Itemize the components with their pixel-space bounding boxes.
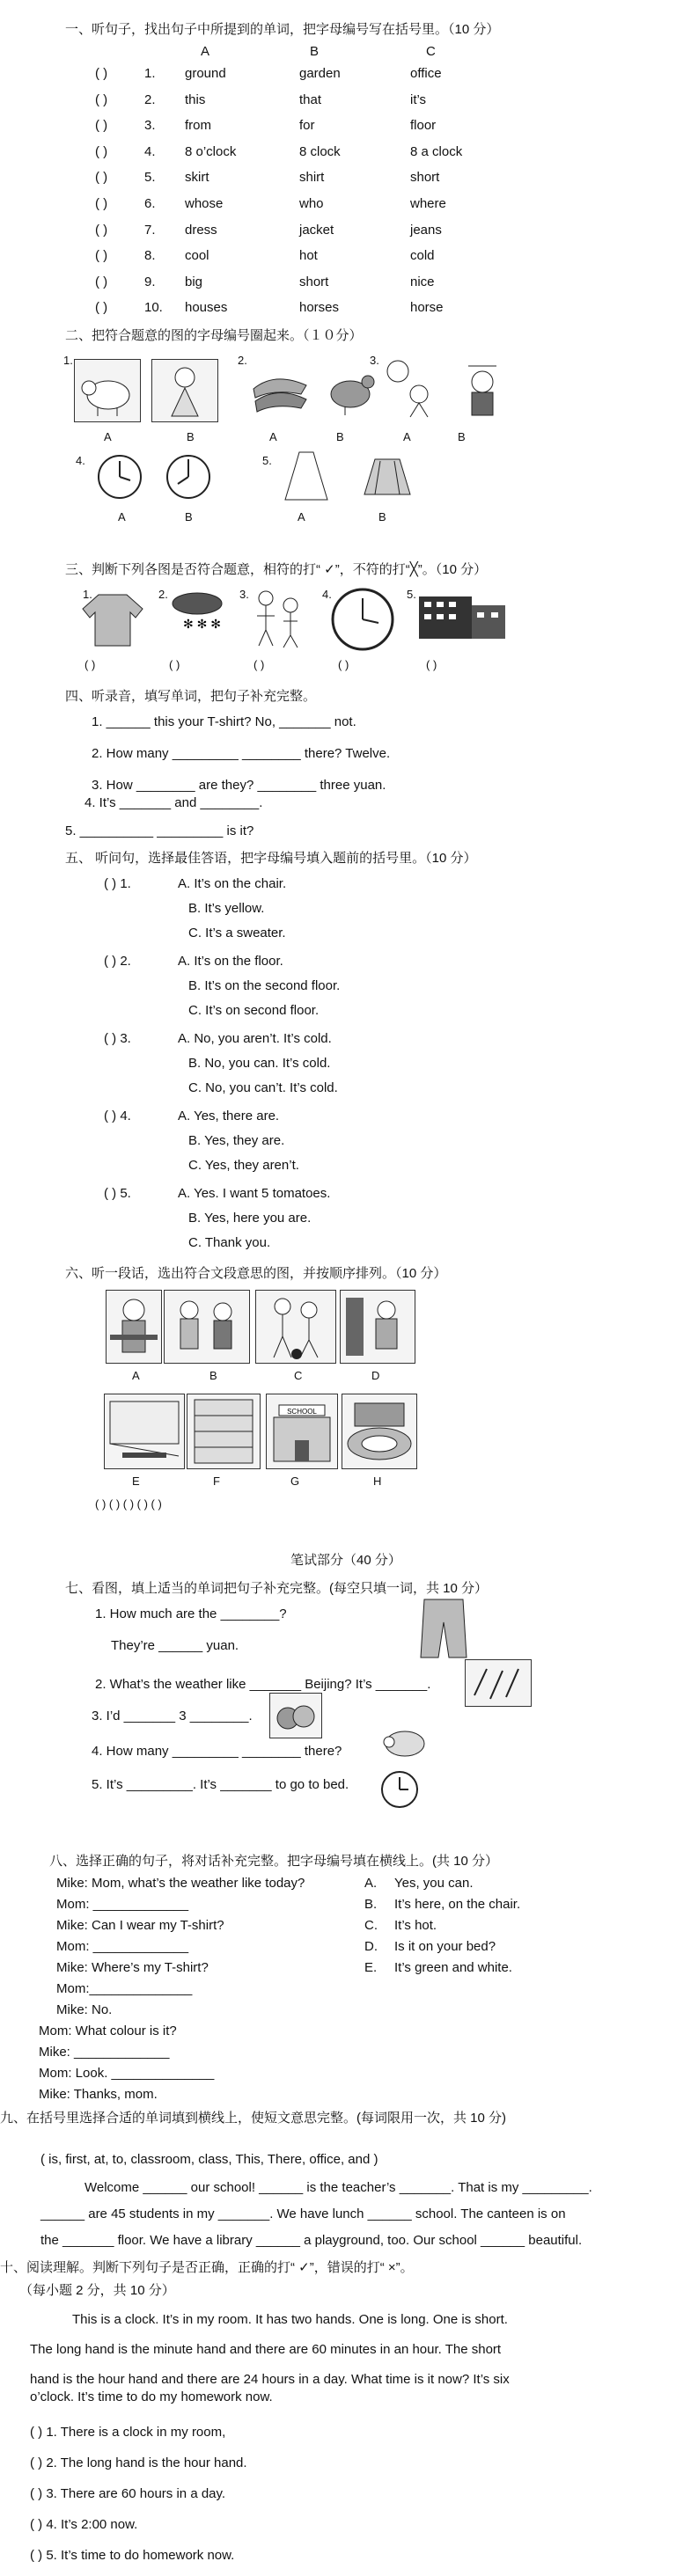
answer-paren[interactable]: ( ) — [95, 143, 108, 159]
option-b: horses — [299, 300, 340, 316]
row-number: 5. — [144, 170, 156, 186]
row-number: 7. — [144, 222, 156, 238]
answer-paren[interactable]: ( ) — [95, 196, 108, 211]
choice-a: A. Yes. I want 5 tomatoes. — [178, 1186, 331, 1201]
skirt-picture[interactable] — [359, 454, 415, 500]
option-c: 8 a clock — [410, 143, 463, 159]
option-c: office — [410, 66, 442, 81]
dialog-line[interactable]: Mike: _____________ — [39, 2045, 170, 2060]
choice-a: A. Yes, there are. — [178, 1109, 280, 1123]
s2-q3-b: B — [458, 430, 466, 443]
s3-num-1: 1. — [83, 588, 92, 601]
section1-title: 一、听句子，找出句子中所提到的单词，把字母编号写在括号里。（10 分） — [65, 22, 500, 37]
s2-q5-b: B — [378, 510, 386, 523]
choice-b: B. No, you can. It’s cold. — [188, 1056, 331, 1071]
svg-text:✻ ✻ ✻: ✻ ✻ ✻ — [183, 617, 221, 631]
hot-weather-picture[interactable] — [380, 355, 442, 419]
s3-num-5: 5. — [407, 588, 416, 601]
option-c: where — [410, 196, 446, 211]
option-b: garden — [299, 66, 341, 81]
s10-passage-3: hand is the hour hand and there are 24 hours in a day. What time is it now? It’s six — [30, 2372, 510, 2387]
judge-item[interactable]: ( ) 2. The long hand is the hour hand. — [30, 2455, 247, 2470]
section7-title: 七、看图，填上适当的单词把句子补充完整。(每空只填一词，共 10 分） — [65, 1581, 489, 1596]
question-number[interactable]: ( ) 5. — [104, 1186, 131, 1201]
s3-num-4: 4. — [322, 588, 332, 601]
question-number[interactable]: ( ) 3. — [104, 1031, 131, 1046]
choice-c: C. No, you can’t. It’s cold. — [188, 1080, 338, 1095]
s4-line-2[interactable]: 2. How many _________ ________ there? Twelve. — [92, 746, 391, 761]
option-letter: A. — [364, 1876, 378, 1891]
s2-q2-a: A — [269, 430, 277, 443]
row-number: 2. — [144, 91, 156, 107]
row-number: 6. — [144, 196, 156, 211]
choice-b: B. It’s on the second floor. — [188, 978, 341, 993]
col-head-c: C — [426, 44, 436, 59]
option-a: cool — [185, 248, 209, 264]
option-b: 8 clock — [299, 143, 341, 159]
option-a: big — [185, 274, 203, 289]
s4-line-3[interactable]: 3. How ________ are they? ________ three yuan. — [92, 778, 386, 793]
s2-q1-a: A — [104, 430, 112, 443]
s3-num-3: 3. — [239, 588, 249, 601]
dress-picture[interactable] — [278, 447, 334, 503]
rain-picture — [465, 1659, 532, 1707]
choice-b: B. Yes, here you are. — [188, 1211, 312, 1226]
choice-b: B. Yes, they are. — [188, 1133, 285, 1148]
s7-line-1[interactable]: 1. How much are the ________? — [95, 1606, 287, 1621]
s2-q2-b: B — [336, 430, 344, 443]
row-number: 3. — [144, 118, 156, 134]
s7-line-2[interactable]: 2. What’s the weather like _______ Beijing? It’s _______. — [95, 1677, 431, 1692]
option-b: short — [299, 274, 329, 289]
answer-paren[interactable]: ( ) — [95, 118, 108, 134]
option-letter: D. — [364, 1939, 378, 1954]
option-c: short — [410, 170, 440, 186]
s6-answer-blanks[interactable]: ( ) ( ) ( ) ( ) ( ) — [95, 1497, 162, 1511]
picture-h[interactable] — [342, 1394, 417, 1469]
option-text: Yes, you can. — [394, 1876, 474, 1891]
answer-paren[interactable]: ( ) — [95, 91, 108, 107]
question-number[interactable]: ( ) 1. — [104, 876, 131, 891]
option-a: skirt — [185, 170, 209, 186]
section2-title: 二、把符合题意的图的字母编号圈起来。（１０分） — [65, 328, 363, 343]
option-c: horse — [410, 300, 444, 316]
section8-title: 八、选择正确的句子，将对话补充完整。把字母编号填在横线上。(共 10 分） — [49, 1854, 499, 1869]
label-h: H — [373, 1475, 382, 1488]
girl-picture[interactable] — [151, 359, 218, 422]
wall-clock-picture[interactable] — [327, 584, 398, 655]
s7-line-3[interactable]: 3. I’d _______ 3 ________. — [92, 1709, 253, 1723]
s2-num-4: 4. — [76, 454, 85, 467]
option-b: jacket — [299, 222, 334, 238]
clock-b-picture[interactable] — [160, 450, 217, 501]
choice-c: C. It’s on second floor. — [188, 1003, 320, 1018]
row-number: 8. — [144, 248, 156, 264]
picture-f[interactable] — [187, 1394, 261, 1469]
section6-title: 六、听一段话，选出符合文段意思的图，并按顺序排列。（10 分） — [65, 1266, 447, 1281]
option-a: whose — [185, 196, 224, 211]
s2-q1-b: B — [187, 430, 195, 443]
s3-paren-1[interactable]: ( ) — [84, 658, 96, 671]
dialog-line: Mom: What colour is it? — [39, 2023, 177, 2038]
s2-num-3: 3. — [370, 354, 379, 367]
choice-a: A. It’s on the floor. — [178, 954, 283, 969]
option-text: Is it on your bed? — [394, 1939, 496, 1954]
s3-paren-4[interactable]: ( ) — [338, 658, 349, 671]
row-number: 4. — [144, 143, 156, 159]
option-c: floor — [410, 118, 437, 134]
answer-paren[interactable]: ( ) — [95, 248, 108, 264]
dialog-line: Mike: No. — [56, 2002, 113, 2017]
option-c: nice — [410, 274, 435, 289]
answer-paren[interactable]: ( ) — [95, 274, 108, 289]
picture-g[interactable] — [266, 1394, 338, 1469]
option-letter: C. — [364, 1918, 378, 1933]
question-number[interactable]: ( ) 2. — [104, 954, 131, 969]
tomatoes-picture — [269, 1693, 322, 1738]
option-a: 8 o’clock — [185, 143, 237, 159]
judge-item[interactable]: ( ) 5. It’s time to do homework now. — [30, 2548, 235, 2563]
label-g: G — [290, 1475, 300, 1488]
label-e: E — [132, 1475, 140, 1488]
alarm-clock-picture — [377, 1765, 422, 1811]
picture-d[interactable] — [340, 1290, 415, 1364]
label-b: B — [209, 1369, 217, 1382]
dialog-line[interactable]: Mom:______________ — [56, 1981, 193, 1996]
row-number: 9. — [144, 274, 156, 289]
choice-c: C. Yes, they aren’t. — [188, 1158, 299, 1173]
option-text: It’s green and white. — [394, 1960, 512, 1975]
option-text: It’s here, on the chair. — [394, 1897, 521, 1912]
section10-subtitle: （每小题 2 分，共 10 分） — [19, 2283, 175, 2298]
s9-passage-1[interactable]: Welcome ______ our school! ______ is the teacher’s _______. That is my _________. — [84, 2180, 592, 2195]
option-a: ground — [185, 66, 226, 81]
s3-paren-3[interactable]: ( ) — [253, 658, 265, 671]
judge-item[interactable]: ( ) 4. It’s 2:00 now. — [30, 2517, 138, 2532]
choice-a: A. It’s on the chair. — [178, 876, 287, 891]
option-b: for — [299, 118, 315, 134]
s10-passage-4: o’clock. It’s time to do my homework now. — [30, 2389, 273, 2404]
dialog-line: Mike: Thanks, mom. — [39, 2087, 158, 2102]
s10-passage-2: The long hand is the minute hand and there are 60 minutes in an hour. The short — [30, 2342, 502, 2357]
option-a: houses — [185, 300, 228, 316]
label-f: F — [213, 1475, 220, 1488]
answer-paren[interactable]: ( ) — [95, 170, 108, 186]
choice-c: C. Thank you. — [188, 1235, 271, 1250]
answer-paren[interactable]: ( ) — [95, 66, 108, 81]
label-c: C — [294, 1369, 303, 1382]
s7-line-5[interactable]: 5. It’s _________. It’s _______ to go to bed. — [92, 1777, 349, 1792]
s4-line-4[interactable]: 4. It’s _______ and ________. — [84, 795, 263, 810]
s2-q4-b: B — [185, 510, 193, 523]
choice-a: A. No, you aren’t. It’s cold. — [178, 1031, 332, 1046]
option-text: It’s hot. — [394, 1918, 437, 1933]
s3-num-2: 2. — [158, 588, 168, 601]
building-picture[interactable] — [415, 588, 509, 640]
option-c: jeans — [410, 222, 442, 238]
written-part-title: 笔试部分（40 分） — [290, 1553, 401, 1568]
s7-line-4[interactable]: 4. How many _________ ________ there? — [92, 1744, 342, 1759]
label-d: D — [371, 1369, 380, 1382]
shoes-picture[interactable] — [248, 362, 313, 417]
s2-num-1: 1. — [63, 354, 73, 367]
judge-item[interactable]: ( ) 3. There are 60 hours in a day. — [30, 2486, 226, 2501]
kids-picture[interactable] — [248, 586, 308, 649]
dialog-line: Mike: Where’s my T-shirt? — [56, 1960, 209, 1975]
option-letter: E. — [364, 1960, 378, 1975]
choice-c: C. It’s a sweater. — [188, 926, 286, 940]
option-c: cold — [410, 248, 435, 264]
s9-passage-2[interactable]: ______ are 45 students in my _______. We have lunch ______ school. The canteen is on — [40, 2206, 566, 2221]
cold-weather-picture[interactable] — [451, 355, 512, 419]
option-a: this — [185, 91, 206, 107]
picture-c[interactable] — [255, 1290, 336, 1364]
option-a: from — [185, 118, 211, 134]
snow-cloud-picture[interactable] — [167, 589, 229, 633]
row-number: 1. — [144, 66, 156, 81]
s4-line-1[interactable]: 1. ______ this your T-shirt? No, _______ not. — [92, 714, 356, 729]
option-c: it’s — [410, 91, 427, 107]
clock-a-picture[interactable] — [92, 450, 148, 501]
option-b: shirt — [299, 170, 325, 186]
section5-title: 五、 听问句，选择最佳答语，把字母编号填入题前的括号里。（10 分） — [65, 851, 477, 866]
dialog-line[interactable]: Mom: _____________ — [56, 1939, 189, 1954]
s2-q4-a: A — [118, 510, 126, 523]
answer-paren[interactable]: ( ) — [95, 300, 108, 316]
section4-title: 四、听录音，填写单词，把句子补充完整。 — [65, 689, 317, 704]
dialog-line: Mike: Mom, what’s the weather like today? — [56, 1876, 305, 1891]
label-a: A — [132, 1369, 140, 1382]
option-b: that — [299, 91, 322, 107]
s2-num-2: 2. — [238, 354, 247, 367]
picture-b[interactable] — [164, 1290, 250, 1364]
col-head-a: A — [201, 44, 210, 59]
answer-paren[interactable]: ( ) — [95, 222, 108, 238]
pants-picture — [412, 1596, 477, 1661]
hen-picture[interactable] — [319, 362, 384, 417]
section3-title: 三、判断下列各图是否符合题意，相符的打“ ✓”，不符的打“╳”。（10 分） — [65, 562, 488, 577]
school-sign: SCHOOL — [287, 1408, 317, 1416]
option-a: dress — [185, 222, 217, 238]
option-b: hot — [299, 248, 318, 264]
s2-num-5: 5. — [262, 454, 272, 467]
s4-line-5[interactable]: 5. __________ _________ is it? — [65, 823, 254, 838]
s3-paren-2[interactable]: ( ) — [169, 658, 180, 671]
option-b: who — [299, 196, 324, 211]
pig-picture — [378, 1723, 430, 1763]
judge-item[interactable]: ( ) 1. There is a clock in my room, — [30, 2425, 226, 2440]
picture-a[interactable] — [106, 1290, 162, 1364]
col-head-b: B — [310, 44, 320, 59]
option-letter: B. — [364, 1897, 378, 1912]
s3-paren-5[interactable]: ( ) — [426, 658, 437, 671]
dialog-line: Mike: Can I wear my T-shirt? — [56, 1918, 224, 1933]
s2-q3-a: A — [403, 430, 411, 443]
sheep-picture[interactable] — [74, 359, 141, 422]
s9-word-bank: ( is, first, at, to, classroom, class, This, There, office, and ) — [40, 2152, 378, 2167]
choice-b: B. It’s yellow. — [188, 901, 265, 916]
s7-line-1b[interactable]: They’re ______ yuan. — [111, 1638, 239, 1653]
s10-passage-1: This is a clock. It’s in my room. It has two hands. One is long. One is short. — [72, 2312, 508, 2327]
s2-q5-a: A — [298, 510, 305, 523]
question-number[interactable]: ( ) 4. — [104, 1109, 131, 1123]
row-number: 10. — [144, 300, 163, 316]
dialog-line[interactable]: Mom: Look. ______________ — [39, 2066, 215, 2081]
dialog-line[interactable]: Mom: _____________ — [56, 1897, 189, 1912]
section10-title: 十、阅读理解。判断下列句子是否正确，正确的打“ ✓”，错误的打“ ×”。 — [0, 2260, 414, 2275]
section9-title: 九、在括号里选择合适的单词填到横线上，使短文意思完整。(每词限用一次，共 10 分) — [0, 2111, 507, 2126]
s9-passage-3[interactable]: the _______ floor. We have a library ______ a playground, too. Our school ______ beautiful. — [40, 2233, 583, 2248]
sweater-picture[interactable] — [79, 591, 146, 648]
picture-e[interactable] — [104, 1394, 185, 1469]
